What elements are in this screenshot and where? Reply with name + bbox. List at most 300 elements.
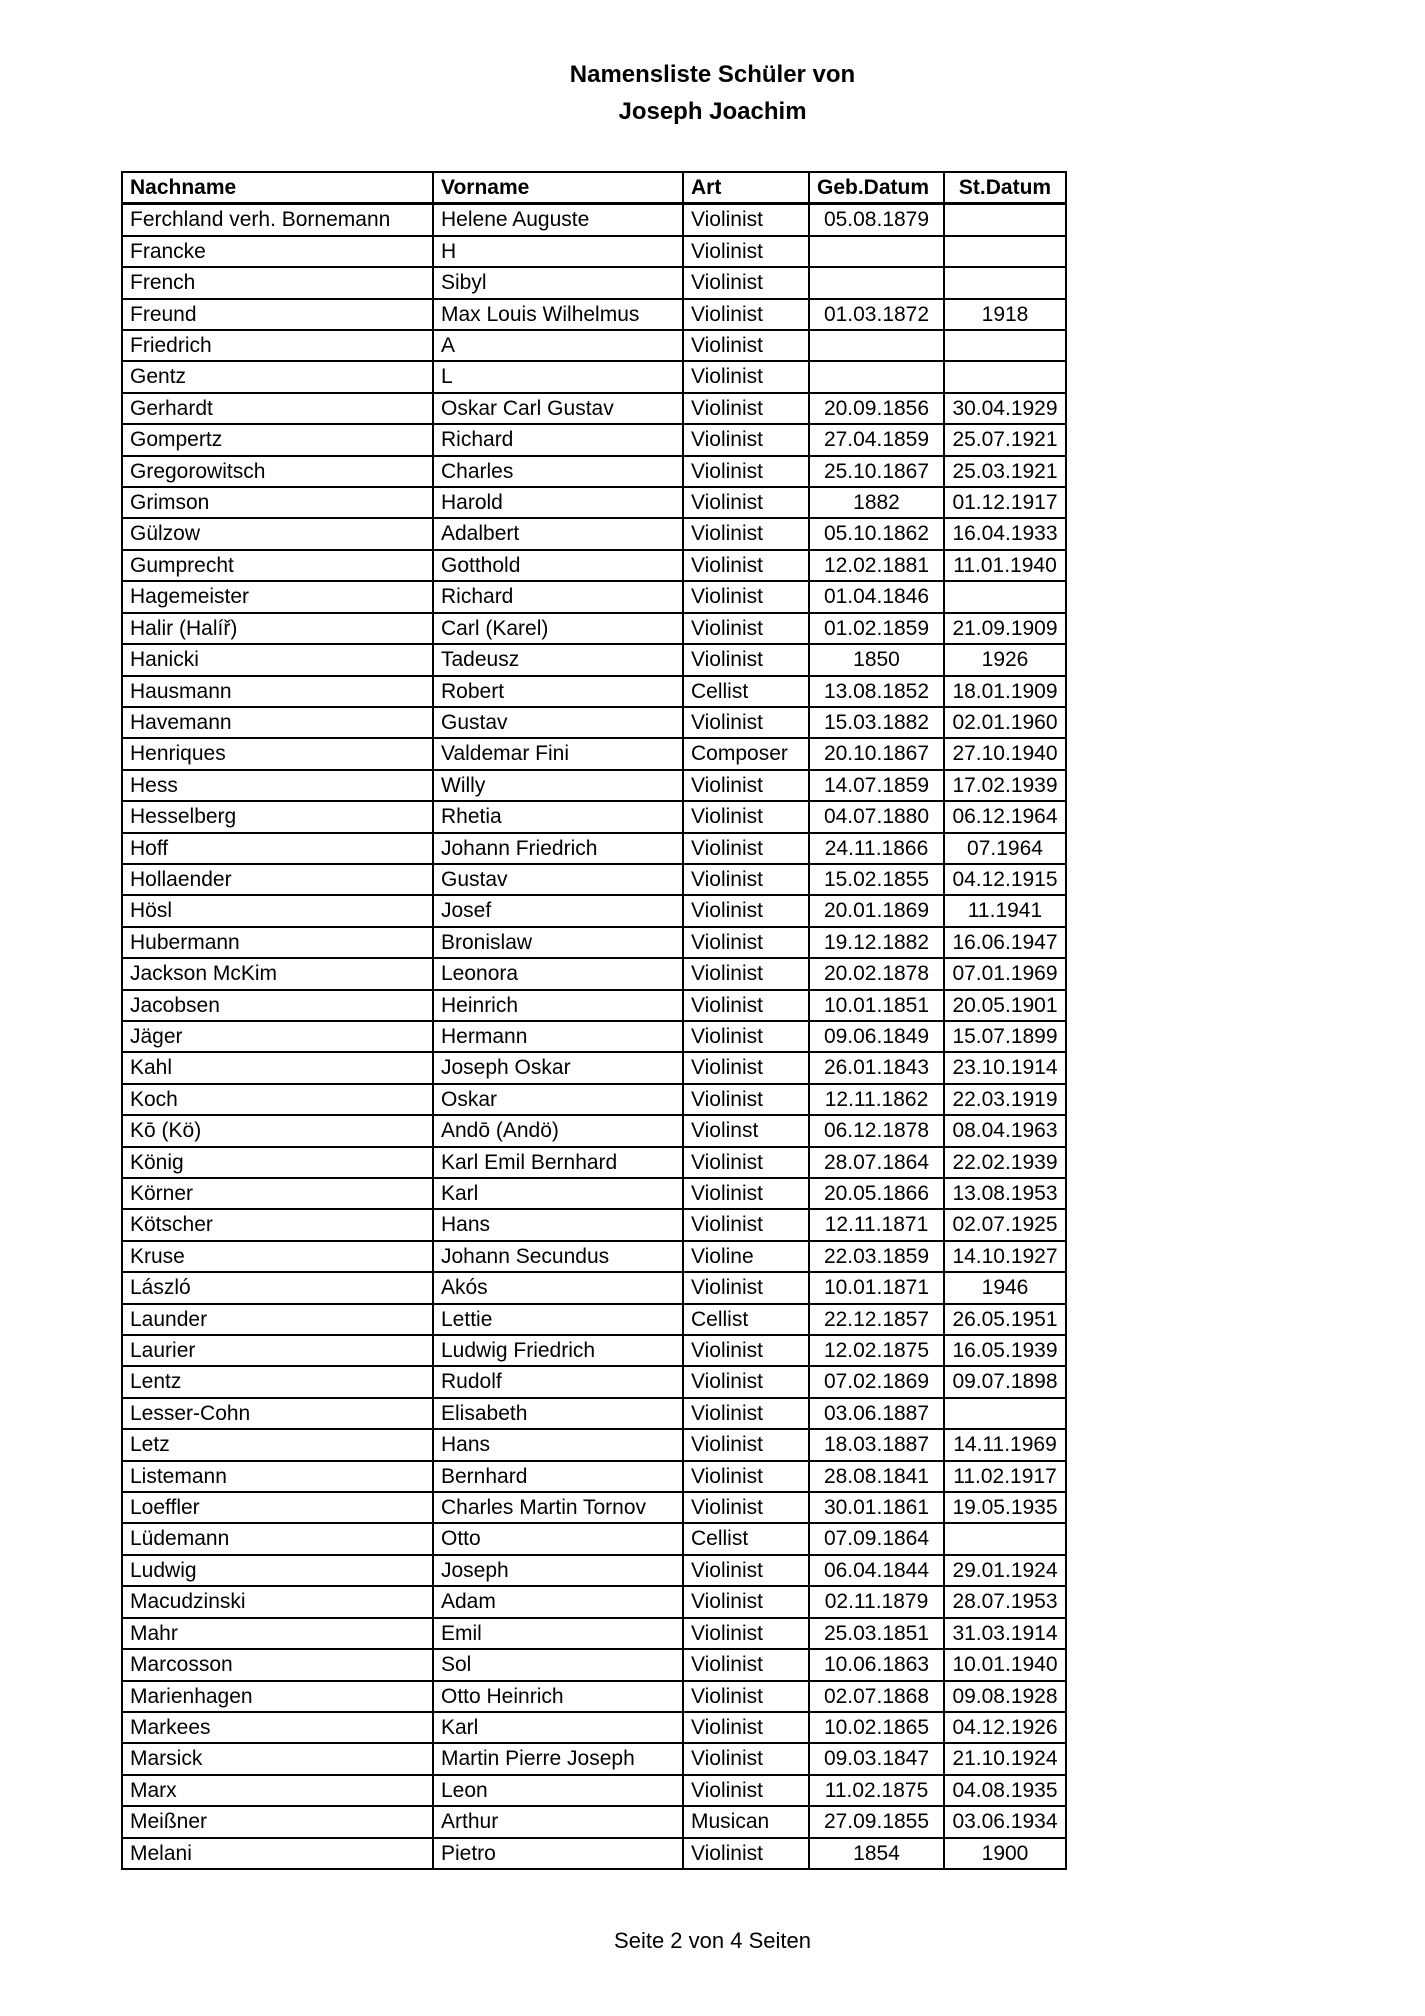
table-row (122, 676, 1066, 707)
table-row (122, 1681, 1066, 1712)
cell-geb-datum: 12.11.1871 (809, 1209, 944, 1240)
cell-nachname: Koch (122, 1084, 433, 1115)
cell-geb-datum: 20.10.1867 (809, 738, 944, 769)
cell-st-datum: 28.07.1953 (944, 1586, 1066, 1617)
cell-art: Violinist (683, 1178, 809, 1209)
cell-nachname: König (122, 1147, 433, 1178)
table-row (122, 299, 1066, 330)
cell-nachname: Meißner (122, 1806, 433, 1837)
cell-vorname: Rhetia (433, 801, 683, 832)
cell-vorname: Helene Auguste (433, 204, 683, 236)
cell-nachname: Lesser-Cohn (122, 1398, 433, 1429)
cell-st-datum: 04.12.1915 (944, 864, 1066, 895)
cell-nachname: Melani (122, 1838, 433, 1869)
cell-nachname: Hoff (122, 833, 433, 864)
cell-art: Violinist (683, 770, 809, 801)
cell-vorname: Valdemar Fini (433, 738, 683, 769)
cell-art: Violinist (683, 958, 809, 989)
table-row (122, 1586, 1066, 1617)
cell-geb-datum: 25.10.1867 (809, 456, 944, 487)
cell-geb-datum: 27.09.1855 (809, 1806, 944, 1837)
cell-nachname: Hesselberg (122, 801, 433, 832)
table-row (122, 550, 1066, 581)
cell-vorname: A (433, 330, 683, 361)
table-row (122, 1429, 1066, 1460)
cell-art: Violinist (683, 581, 809, 612)
cell-vorname: Andō (Andö) (433, 1115, 683, 1146)
cell-nachname: Francke (122, 236, 433, 267)
cell-geb-datum: 02.07.1868 (809, 1681, 944, 1712)
cell-art: Violinist (683, 1492, 809, 1523)
cell-st-datum: 16.04.1933 (944, 518, 1066, 549)
cell-vorname: Oskar (433, 1084, 683, 1115)
cell-art: Violinist (683, 424, 809, 455)
table-row (122, 1398, 1066, 1429)
cell-st-datum: 16.05.1939 (944, 1335, 1066, 1366)
cell-nachname: Ferchland verh. Bornemann (122, 204, 433, 236)
cell-geb-datum: 10.01.1871 (809, 1272, 944, 1303)
cell-geb-datum: 12.02.1875 (809, 1335, 944, 1366)
cell-geb-datum (809, 267, 944, 298)
cell-nachname: Jackson McKim (122, 958, 433, 989)
cell-art: Violinist (683, 1775, 809, 1806)
cell-st-datum: 31.03.1914 (944, 1618, 1066, 1649)
cell-nachname: Ludwig (122, 1555, 433, 1586)
cell-nachname: Hollaender (122, 864, 433, 895)
cell-art: Musican (683, 1806, 809, 1837)
cell-nachname: Freund (122, 299, 433, 330)
cell-art: Violinist (683, 236, 809, 267)
cell-vorname: Richard (433, 581, 683, 612)
column-header-art: Art (683, 172, 809, 204)
cell-st-datum: 17.02.1939 (944, 770, 1066, 801)
cell-geb-datum: 10.01.1851 (809, 990, 944, 1021)
cell-st-datum (944, 581, 1066, 612)
cell-vorname: Johann Friedrich (433, 833, 683, 864)
cell-st-datum: 19.05.1935 (944, 1492, 1066, 1523)
table-row (122, 1335, 1066, 1366)
cell-art: Composer (683, 738, 809, 769)
cell-st-datum: 06.12.1964 (944, 801, 1066, 832)
cell-art: Violinist (683, 487, 809, 518)
table-row (122, 1649, 1066, 1680)
cell-geb-datum: 12.02.1881 (809, 550, 944, 581)
cell-art: Violinist (683, 707, 809, 738)
cell-art: Violinist (683, 518, 809, 549)
column-header-nachname: Nachname (122, 172, 433, 204)
students-table (121, 171, 1067, 1870)
cell-st-datum: 27.10.1940 (944, 738, 1066, 769)
cell-st-datum: 20.05.1901 (944, 990, 1066, 1021)
cell-art: Cellist (683, 676, 809, 707)
cell-geb-datum: 22.12.1857 (809, 1304, 944, 1335)
cell-st-datum (944, 236, 1066, 267)
cell-geb-datum: 02.11.1879 (809, 1586, 944, 1617)
cell-vorname: Adam (433, 1586, 683, 1617)
cell-st-datum: 10.01.1940 (944, 1649, 1066, 1680)
cell-vorname: Charles (433, 456, 683, 487)
cell-nachname: Lüdemann (122, 1523, 433, 1554)
cell-geb-datum: 19.12.1882 (809, 927, 944, 958)
cell-vorname: Lettie (433, 1304, 683, 1335)
table-row (122, 644, 1066, 675)
cell-art: Violinist (683, 1398, 809, 1429)
cell-art: Violinist (683, 204, 809, 236)
cell-vorname: Karl (433, 1178, 683, 1209)
cell-art: Cellist (683, 1523, 809, 1554)
cell-art: Violinist (683, 299, 809, 330)
table-row (122, 1241, 1066, 1272)
cell-vorname: Oskar Carl Gustav (433, 393, 683, 424)
table-row (122, 1712, 1066, 1743)
page-footer: Seite 2 von 4 Seiten (614, 1928, 811, 1953)
cell-nachname: Kahl (122, 1052, 433, 1083)
cell-st-datum: 03.06.1934 (944, 1806, 1066, 1837)
cell-vorname: Adalbert (433, 518, 683, 549)
table-row (122, 424, 1066, 455)
table-row (122, 1838, 1066, 1869)
cell-st-datum: 04.08.1935 (944, 1775, 1066, 1806)
cell-st-datum: 25.07.1921 (944, 424, 1066, 455)
cell-nachname: Henriques (122, 738, 433, 769)
table-row (122, 1147, 1066, 1178)
table-row (122, 801, 1066, 832)
cell-vorname: Gotthold (433, 550, 683, 581)
column-header-vorname: Vorname (433, 172, 683, 204)
cell-art: Violinist (683, 1555, 809, 1586)
table-row (122, 518, 1066, 549)
table-row (122, 613, 1066, 644)
cell-art: Violinist (683, 895, 809, 926)
cell-st-datum: 14.11.1969 (944, 1429, 1066, 1460)
cell-st-datum: 01.12.1917 (944, 487, 1066, 518)
cell-nachname: Grimson (122, 487, 433, 518)
table-row (122, 204, 1066, 236)
cell-st-datum (944, 204, 1066, 236)
column-header-geb-datum: Geb.Datum (809, 172, 944, 204)
cell-nachname: Launder (122, 1304, 433, 1335)
cell-vorname: Pietro (433, 1838, 683, 1869)
cell-art: Violinist (683, 1052, 809, 1083)
cell-nachname: Gülzow (122, 518, 433, 549)
cell-art: Violinist (683, 1272, 809, 1303)
cell-vorname: Gustav (433, 864, 683, 895)
cell-geb-datum: 07.09.1864 (809, 1523, 944, 1554)
cell-vorname: Joseph Oskar (433, 1052, 683, 1083)
cell-geb-datum: 20.09.1856 (809, 393, 944, 424)
cell-nachname: Kō (Kö) (122, 1115, 433, 1146)
cell-art: Violinist (683, 990, 809, 1021)
cell-vorname: Charles Martin Tornov (433, 1492, 683, 1523)
cell-art: Violinist (683, 1586, 809, 1617)
cell-vorname: Tadeusz (433, 644, 683, 675)
cell-geb-datum: 20.05.1866 (809, 1178, 944, 1209)
cell-st-datum (944, 361, 1066, 392)
table-row (122, 1178, 1066, 1209)
cell-nachname: Loeffler (122, 1492, 433, 1523)
cell-vorname: Akós (433, 1272, 683, 1303)
cell-art: Violinist (683, 361, 809, 392)
cell-art: Violinist (683, 267, 809, 298)
cell-nachname: Hagemeister (122, 581, 433, 612)
cell-geb-datum: 09.03.1847 (809, 1743, 944, 1774)
cell-nachname: Gregorowitsch (122, 456, 433, 487)
cell-st-datum: 29.01.1924 (944, 1555, 1066, 1586)
cell-geb-datum: 10.06.1863 (809, 1649, 944, 1680)
cell-nachname: Jäger (122, 1021, 433, 1052)
cell-geb-datum: 03.06.1887 (809, 1398, 944, 1429)
cell-st-datum: 11.02.1917 (944, 1461, 1066, 1492)
cell-geb-datum: 06.12.1878 (809, 1115, 944, 1146)
cell-geb-datum: 01.02.1859 (809, 613, 944, 644)
cell-st-datum: 22.03.1919 (944, 1084, 1066, 1115)
table-row (122, 1084, 1066, 1115)
cell-geb-datum: 15.03.1882 (809, 707, 944, 738)
table-row (122, 1618, 1066, 1649)
cell-geb-datum: 26.01.1843 (809, 1052, 944, 1083)
cell-st-datum: 09.08.1928 (944, 1681, 1066, 1712)
cell-st-datum: 21.10.1924 (944, 1743, 1066, 1774)
cell-st-datum: 16.06.1947 (944, 927, 1066, 958)
cell-nachname: Gentz (122, 361, 433, 392)
cell-vorname: Leonora (433, 958, 683, 989)
cell-nachname: Hösl (122, 895, 433, 926)
cell-vorname: Hans (433, 1209, 683, 1240)
cell-art: Violinist (683, 1084, 809, 1115)
table-row (122, 990, 1066, 1021)
cell-st-datum: 26.05.1951 (944, 1304, 1066, 1335)
cell-st-datum: 22.02.1939 (944, 1147, 1066, 1178)
cell-nachname: Marx (122, 1775, 433, 1806)
cell-st-datum: 04.12.1926 (944, 1712, 1066, 1743)
cell-art: Violinist (683, 1366, 809, 1397)
table-row (122, 770, 1066, 801)
cell-vorname: Carl (Karel) (433, 613, 683, 644)
cell-art: Violinist (683, 1649, 809, 1680)
cell-geb-datum: 28.07.1864 (809, 1147, 944, 1178)
table-row (122, 456, 1066, 487)
cell-nachname: Friedrich (122, 330, 433, 361)
cell-art: Violinist (683, 393, 809, 424)
cell-art: Violinist (683, 330, 809, 361)
cell-nachname: Hess (122, 770, 433, 801)
cell-vorname: Josef (433, 895, 683, 926)
cell-geb-datum: 20.01.1869 (809, 895, 944, 926)
cell-geb-datum: 04.07.1880 (809, 801, 944, 832)
cell-geb-datum: 20.02.1878 (809, 958, 944, 989)
cell-geb-datum: 13.08.1852 (809, 676, 944, 707)
cell-vorname: Harold (433, 487, 683, 518)
cell-st-datum: 02.07.1925 (944, 1209, 1066, 1240)
table-row (122, 487, 1066, 518)
cell-st-datum: 15.07.1899 (944, 1021, 1066, 1052)
cell-art: Violine (683, 1241, 809, 1272)
cell-art: Violinist (683, 1681, 809, 1712)
cell-vorname: Sibyl (433, 267, 683, 298)
cell-st-datum: 14.10.1927 (944, 1241, 1066, 1272)
cell-st-datum: 11.1941 (944, 895, 1066, 926)
cell-st-datum: 07.1964 (944, 833, 1066, 864)
table-row (122, 958, 1066, 989)
cell-art: Violinist (683, 1838, 809, 1869)
cell-vorname: Willy (433, 770, 683, 801)
cell-geb-datum (809, 236, 944, 267)
cell-st-datum: 30.04.1929 (944, 393, 1066, 424)
cell-nachname: Laurier (122, 1335, 433, 1366)
table-row (122, 1743, 1066, 1774)
cell-art: Violinist (683, 1429, 809, 1460)
cell-geb-datum: 24.11.1866 (809, 833, 944, 864)
cell-geb-datum: 22.03.1859 (809, 1241, 944, 1272)
cell-st-datum: 1900 (944, 1838, 1066, 1869)
cell-nachname: Mahr (122, 1618, 433, 1649)
cell-st-datum: 23.10.1914 (944, 1052, 1066, 1083)
cell-art: Violinist (683, 1712, 809, 1743)
cell-nachname: Marsick (122, 1743, 433, 1774)
cell-st-datum: 11.01.1940 (944, 550, 1066, 581)
table-row (122, 236, 1066, 267)
cell-st-datum (944, 267, 1066, 298)
cell-vorname: Bronislaw (433, 927, 683, 958)
table-row (122, 1492, 1066, 1523)
cell-geb-datum: 18.03.1887 (809, 1429, 944, 1460)
title-line-2: Joseph Joachim (618, 98, 807, 125)
cell-geb-datum: 05.10.1862 (809, 518, 944, 549)
cell-art: Violinist (683, 1147, 809, 1178)
table-row (122, 1775, 1066, 1806)
table-row (122, 1304, 1066, 1335)
cell-nachname: Kruse (122, 1241, 433, 1272)
cell-art: Violinist (683, 927, 809, 958)
cell-vorname: Johann Secundus (433, 1241, 683, 1272)
cell-vorname: Hermann (433, 1021, 683, 1052)
cell-art: Violinist (683, 1335, 809, 1366)
cell-geb-datum: 01.04.1846 (809, 581, 944, 612)
cell-nachname: French (122, 267, 433, 298)
cell-nachname: Letz (122, 1429, 433, 1460)
cell-vorname: Rudolf (433, 1366, 683, 1397)
table-row (122, 1806, 1066, 1837)
table-row (122, 895, 1066, 926)
cell-vorname: Emil (433, 1618, 683, 1649)
cell-nachname: Hanicki (122, 644, 433, 675)
cell-geb-datum: 15.02.1855 (809, 864, 944, 895)
cell-st-datum: 02.01.1960 (944, 707, 1066, 738)
cell-geb-datum: 06.04.1844 (809, 1555, 944, 1586)
cell-art: Violinist (683, 644, 809, 675)
cell-nachname: Havemann (122, 707, 433, 738)
header-row (122, 172, 1066, 204)
cell-st-datum: 07.01.1969 (944, 958, 1066, 989)
cell-nachname: Gerhardt (122, 393, 433, 424)
cell-art: Violinist (683, 456, 809, 487)
cell-st-datum (944, 330, 1066, 361)
cell-geb-datum: 1854 (809, 1838, 944, 1869)
cell-geb-datum: 14.07.1859 (809, 770, 944, 801)
cell-geb-datum: 25.03.1851 (809, 1618, 944, 1649)
table-row (122, 1272, 1066, 1303)
cell-st-datum: 18.01.1909 (944, 676, 1066, 707)
cell-vorname: Max Louis Wilhelmus (433, 299, 683, 330)
cell-geb-datum: 09.06.1849 (809, 1021, 944, 1052)
cell-vorname: Joseph (433, 1555, 683, 1586)
cell-vorname: Karl (433, 1712, 683, 1743)
cell-vorname: Martin Pierre Joseph (433, 1743, 683, 1774)
table-row (122, 1209, 1066, 1240)
table-row (122, 1461, 1066, 1492)
cell-geb-datum (809, 330, 944, 361)
table-row (122, 1052, 1066, 1083)
cell-vorname: Richard (433, 424, 683, 455)
cell-geb-datum: 1882 (809, 487, 944, 518)
table-row (122, 361, 1066, 392)
cell-vorname: Elisabeth (433, 1398, 683, 1429)
cell-nachname: Marienhagen (122, 1681, 433, 1712)
cell-geb-datum: 07.02.1869 (809, 1366, 944, 1397)
cell-geb-datum: 01.03.1872 (809, 299, 944, 330)
title-line-1: Namensliste Schüler von (569, 61, 856, 88)
cell-st-datum: 1918 (944, 299, 1066, 330)
cell-geb-datum: 05.08.1879 (809, 204, 944, 236)
table-row (122, 1115, 1066, 1146)
table-row (122, 1523, 1066, 1554)
cell-art: Violinist (683, 801, 809, 832)
cell-nachname: Hausmann (122, 676, 433, 707)
cell-art: Violinist (683, 833, 809, 864)
cell-nachname: Gompertz (122, 424, 433, 455)
cell-geb-datum: 30.01.1861 (809, 1492, 944, 1523)
cell-nachname: Halir (Halíř) (122, 613, 433, 644)
cell-nachname: Kötscher (122, 1209, 433, 1240)
cell-nachname: Hubermann (122, 927, 433, 958)
table-row (122, 1555, 1066, 1586)
cell-art: Violinist (683, 1743, 809, 1774)
table-row (122, 330, 1066, 361)
cell-vorname: Hans (433, 1429, 683, 1460)
cell-nachname: Macudzinski (122, 1586, 433, 1617)
cell-art: Violinist (683, 1209, 809, 1240)
cell-art: Violinist (683, 1461, 809, 1492)
cell-geb-datum: 12.11.1862 (809, 1084, 944, 1115)
cell-geb-datum (809, 361, 944, 392)
cell-geb-datum: 1850 (809, 644, 944, 675)
cell-art: Violinist (683, 1618, 809, 1649)
cell-art: Cellist (683, 1304, 809, 1335)
table-row (122, 927, 1066, 958)
cell-st-datum: 25.03.1921 (944, 456, 1066, 487)
cell-vorname: Karl Emil Bernhard (433, 1147, 683, 1178)
cell-nachname: Lentz (122, 1366, 433, 1397)
cell-art: Violinst (683, 1115, 809, 1146)
cell-st-datum: 1946 (944, 1272, 1066, 1303)
cell-nachname: Marcosson (122, 1649, 433, 1680)
cell-art: Violinist (683, 864, 809, 895)
table-body (122, 204, 1066, 1869)
cell-st-datum: 08.04.1963 (944, 1115, 1066, 1146)
cell-art: Violinist (683, 550, 809, 581)
table-row (122, 1366, 1066, 1397)
cell-nachname: László (122, 1272, 433, 1303)
cell-geb-datum: 27.04.1859 (809, 424, 944, 455)
cell-vorname: Sol (433, 1649, 683, 1680)
cell-st-datum: 13.08.1953 (944, 1178, 1066, 1209)
cell-vorname: Ludwig Friedrich (433, 1335, 683, 1366)
cell-vorname: Leon (433, 1775, 683, 1806)
cell-st-datum (944, 1523, 1066, 1554)
cell-vorname: L (433, 361, 683, 392)
cell-geb-datum: 28.08.1841 (809, 1461, 944, 1492)
column-header-st-datum: St.Datum (944, 172, 1066, 204)
